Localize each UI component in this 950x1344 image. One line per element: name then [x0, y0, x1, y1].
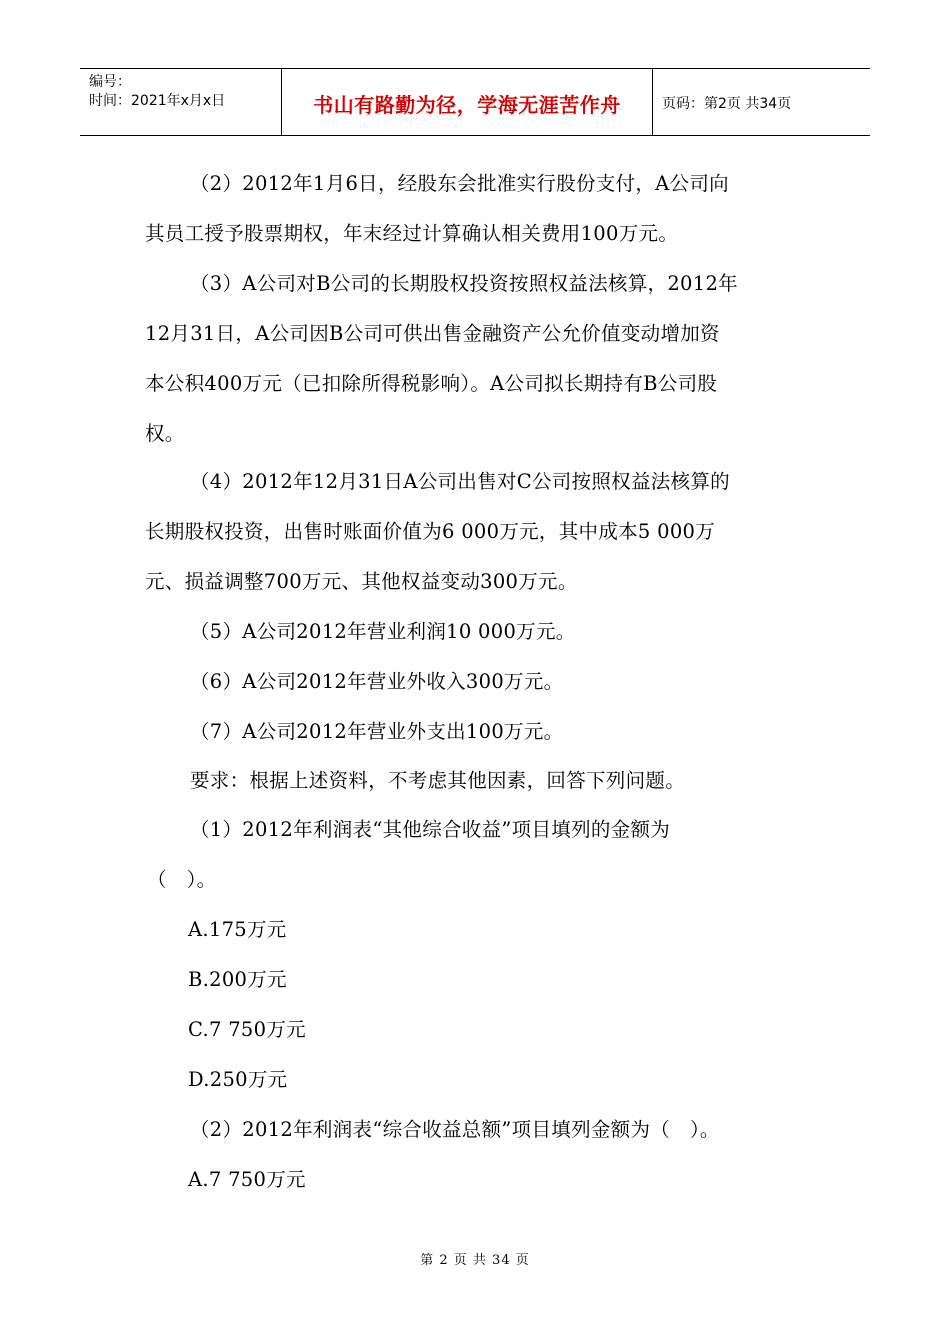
- para-4-line-2: 长期股权投资，出售时账面价值为6 000万元，其中成本5 000万: [145, 520, 716, 543]
- question-1-option-c: C.7 750万元: [188, 1018, 306, 1041]
- para-3-line-2: 12月31日，A公司因B公司可供出售金融资产公允价值变动增加资: [145, 322, 720, 345]
- para-4-line-1: （4）2012年12月31日A公司出售对C公司按照权益法核算的: [190, 470, 730, 493]
- question-1-line-2: （ ）。: [147, 868, 217, 891]
- page-footer: 第 2 页 共 34 页: [420, 1253, 530, 1268]
- header-motto: 书山有路勤为径，学海无涯苦作舟: [282, 69, 653, 135]
- document-number-label: 编号：: [89, 74, 131, 90]
- requirement-text: 要求：根据上述资料，不考虑其他因素，回答下列问题。: [190, 769, 686, 792]
- para-3-line-1: （3）A公司对B公司的长期股权投资按照权益法核算，2012年: [190, 272, 738, 295]
- para-3-line-4: 权。: [145, 422, 185, 445]
- para-4-line-3: 元、损益调整700万元、其他权益变动300万元。: [145, 570, 578, 593]
- question-1-line-1: （1）2012年利润表“其他综合收益”项目填列的金额为: [190, 818, 671, 841]
- question-1-option-a: A.175万元: [188, 918, 287, 941]
- header-page-info: 页码：第2页 共34页: [662, 96, 792, 112]
- para-3-line-3: 本公积400万元（已扣除所得税影响）。A公司拟长期持有B公司股: [145, 372, 718, 395]
- para-5: （5）A公司2012年营业利润10 000万元。: [190, 620, 576, 643]
- header-meta: [80, 69, 282, 135]
- question-2-line-1: （2）2012年利润表“综合收益总额”项目填列金额为（ ）。: [190, 1118, 720, 1141]
- para-2-line-2: 其员工授予股票期权，年末经过计算确认相关费用100万元。: [145, 222, 679, 245]
- document-time-label: 时间：2021年x月x日: [89, 93, 226, 109]
- page-header: [80, 68, 870, 136]
- question-1-option-b: B.200万元: [188, 968, 287, 991]
- para-6: （6）A公司2012年营业外收入300万元。: [190, 670, 564, 693]
- para-2-line-1: （2）2012年1月6日，经股东会批准实行股份支付，A公司向: [190, 172, 729, 195]
- question-1-option-d: D.250万元: [188, 1068, 288, 1091]
- question-2-option-a: A.7 750万元: [188, 1168, 306, 1191]
- para-7: （7）A公司2012年营业外支出100万元。: [190, 720, 564, 743]
